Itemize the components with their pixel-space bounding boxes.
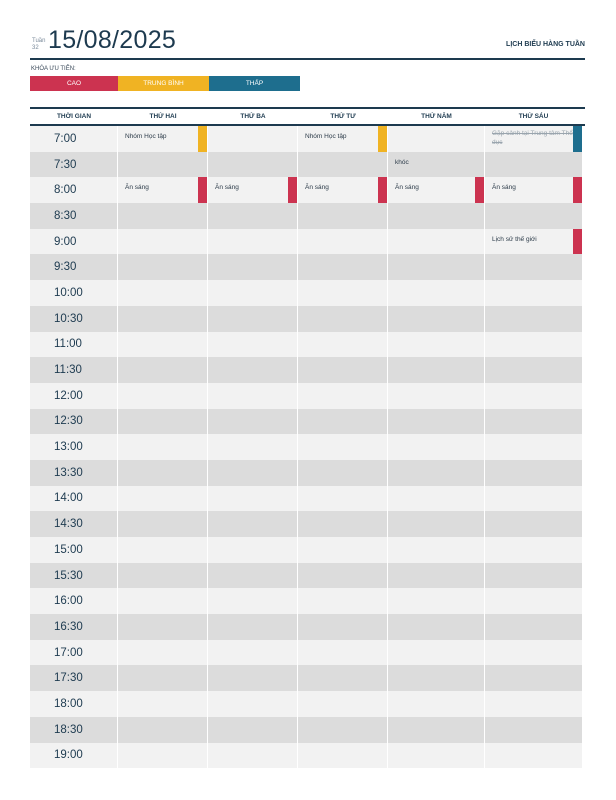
time-row bbox=[30, 126, 585, 152]
schedule-cell-thu-tu[interactable] bbox=[298, 717, 387, 743]
schedule-cell-thu-ba[interactable] bbox=[208, 511, 297, 537]
time-label: 9:00 bbox=[30, 229, 117, 255]
schedule-cell-thu-ba[interactable] bbox=[208, 152, 297, 178]
time-label: 15:30 bbox=[30, 563, 117, 589]
schedule-cell-thu-hai[interactable] bbox=[118, 588, 207, 614]
schedule-cell-thu-tu[interactable] bbox=[298, 126, 387, 152]
header-divider bbox=[30, 58, 585, 60]
schedule-cell-thu-ba[interactable] bbox=[208, 229, 297, 255]
schedule-cell-thu-nam[interactable] bbox=[388, 177, 484, 203]
schedule-cell-thu-ba[interactable] bbox=[208, 665, 297, 691]
schedule-cell-thu-tu[interactable] bbox=[298, 254, 387, 280]
schedule-cell-thu-sau[interactable] bbox=[485, 332, 582, 358]
schedule-cell-thu-nam[interactable] bbox=[388, 126, 484, 152]
week-label bbox=[32, 38, 45, 52]
schedule-cell-thu-tu[interactable] bbox=[298, 691, 387, 717]
time-label: 7:00 bbox=[30, 126, 117, 152]
priority-flag bbox=[288, 177, 297, 203]
schedule-cell-thu-sau[interactable] bbox=[485, 511, 582, 537]
schedule-cell-thu-tu[interactable] bbox=[298, 563, 387, 589]
legend-low: THẤP bbox=[209, 76, 300, 91]
schedule-cell-thu-hai[interactable] bbox=[118, 486, 207, 512]
schedule-cell-thu-sau[interactable] bbox=[485, 486, 582, 512]
column-header-thu-tu: THỨ TƯ bbox=[330, 113, 356, 120]
priority-flag bbox=[378, 177, 387, 203]
schedule-cell-thu-hai[interactable] bbox=[118, 126, 207, 152]
schedule-cell-thu-hai[interactable] bbox=[118, 614, 207, 640]
time-row bbox=[30, 537, 585, 563]
schedule-cell-thu-sau[interactable] bbox=[485, 614, 582, 640]
week-number: 32 bbox=[32, 45, 39, 51]
schedule-cell-thu-hai[interactable] bbox=[118, 280, 207, 306]
schedule-cell-thu-ba[interactable] bbox=[208, 177, 297, 203]
priority-flag bbox=[198, 177, 207, 203]
schedule-cell-thu-hai[interactable] bbox=[118, 743, 207, 769]
schedule-cell-thu-hai[interactable] bbox=[118, 177, 207, 203]
time-label: 9:30 bbox=[30, 254, 117, 280]
schedule-cell-thu-tu[interactable] bbox=[298, 511, 387, 537]
schedule-cell-thu-ba[interactable] bbox=[208, 614, 297, 640]
schedule-cell-thu-ba[interactable] bbox=[208, 640, 297, 666]
table-body bbox=[30, 126, 585, 768]
schedule-cell-thu-tu[interactable] bbox=[298, 665, 387, 691]
schedule-cell-thu-nam[interactable] bbox=[388, 717, 484, 743]
time-label: 10:30 bbox=[30, 306, 117, 332]
schedule-cell-thu-sau[interactable] bbox=[485, 717, 582, 743]
schedule-cell-thu-sau[interactable] bbox=[485, 254, 582, 280]
schedule-cell-thu-sau[interactable] bbox=[485, 306, 582, 332]
schedule-cell-thu-ba[interactable] bbox=[208, 357, 297, 383]
schedule-cell-thu-nam[interactable] bbox=[388, 614, 484, 640]
time-label: 13:30 bbox=[30, 460, 117, 486]
page-header bbox=[30, 26, 585, 60]
time-row bbox=[30, 640, 585, 666]
schedule-cell-thu-nam[interactable] bbox=[388, 409, 484, 435]
schedule-cell-thu-nam[interactable] bbox=[388, 563, 484, 589]
weekly-schedule-table bbox=[30, 107, 585, 768]
schedule-cell-thu-hai[interactable] bbox=[118, 229, 207, 255]
schedule-cell-thu-sau[interactable] bbox=[485, 152, 582, 178]
schedule-cell-thu-ba[interactable] bbox=[208, 460, 297, 486]
event-text: Gặp cảnh tại Trung tâm Thể dục bbox=[492, 130, 573, 146]
time-row bbox=[30, 152, 585, 178]
schedule-cell-thu-tu[interactable] bbox=[298, 614, 387, 640]
schedule-cell-thu-sau[interactable] bbox=[485, 280, 582, 306]
schedule-cell-thu-hai[interactable] bbox=[118, 254, 207, 280]
time-label: 18:30 bbox=[30, 717, 117, 743]
time-row bbox=[30, 691, 585, 717]
schedule-cell-thu-tu[interactable] bbox=[298, 332, 387, 358]
schedule-date[interactable]: 15/08/2025 bbox=[48, 26, 177, 54]
schedule-cell-thu-nam[interactable] bbox=[388, 537, 484, 563]
schedule-cell-thu-hai[interactable] bbox=[118, 665, 207, 691]
time-row bbox=[30, 177, 585, 203]
time-label: 13:00 bbox=[30, 434, 117, 460]
schedule-cell-thu-tu[interactable] bbox=[298, 152, 387, 178]
time-row bbox=[30, 357, 585, 383]
schedule-cell-thu-ba[interactable] bbox=[208, 203, 297, 229]
schedule-cell-thu-sau[interactable] bbox=[485, 460, 582, 486]
schedule-cell-thu-tu[interactable] bbox=[298, 434, 387, 460]
schedule-cell-thu-nam[interactable] bbox=[388, 357, 484, 383]
schedule-cell-thu-tu[interactable] bbox=[298, 588, 387, 614]
schedule-cell-thu-ba[interactable] bbox=[208, 332, 297, 358]
column-header-thu-hai: THỨ HAI bbox=[149, 113, 177, 120]
schedule-cell-thu-sau[interactable] bbox=[485, 229, 582, 255]
time-label: 16:00 bbox=[30, 588, 117, 614]
schedule-cell-thu-tu[interactable] bbox=[298, 460, 387, 486]
time-label: 11:30 bbox=[30, 357, 117, 383]
schedule-cell-thu-ba[interactable] bbox=[208, 306, 297, 332]
time-label: 14:30 bbox=[30, 511, 117, 537]
schedule-cell-thu-sau[interactable] bbox=[485, 665, 582, 691]
week-label-text: Tuần bbox=[32, 38, 46, 44]
schedule-cell-thu-hai[interactable] bbox=[118, 460, 207, 486]
table-header-row bbox=[30, 109, 585, 126]
priority-flag bbox=[198, 126, 207, 152]
schedule-cell-thu-ba[interactable] bbox=[208, 743, 297, 769]
time-row bbox=[30, 332, 585, 358]
time-row bbox=[30, 306, 585, 332]
time-row bbox=[30, 409, 585, 435]
priority-flag bbox=[475, 177, 484, 203]
legend-high: CAO bbox=[30, 76, 118, 91]
time-label: 17:00 bbox=[30, 640, 117, 666]
schedule-cell-thu-hai[interactable] bbox=[118, 511, 207, 537]
column-header-thu-nam: THỨ NĂM bbox=[421, 113, 452, 120]
time-row bbox=[30, 203, 585, 229]
schedule-cell-thu-sau[interactable] bbox=[485, 434, 582, 460]
event-text: Ăn sáng bbox=[492, 184, 516, 192]
schedule-cell-thu-hai[interactable] bbox=[118, 357, 207, 383]
time-row bbox=[30, 383, 585, 409]
schedule-cell-thu-hai[interactable] bbox=[118, 203, 207, 229]
schedule-cell-thu-hai[interactable] bbox=[118, 383, 207, 409]
time-label: 19:00 bbox=[30, 743, 117, 769]
column-header-thu-sau: THỨ SÁU bbox=[518, 113, 549, 120]
time-label: 18:00 bbox=[30, 691, 117, 717]
schedule-cell-thu-sau[interactable] bbox=[485, 537, 582, 563]
document-title: LỊCH BIỂU HÀNG TUẦN bbox=[506, 41, 585, 48]
time-row bbox=[30, 254, 585, 280]
schedule-cell-thu-tu[interactable] bbox=[298, 177, 387, 203]
time-row bbox=[30, 588, 585, 614]
schedule-cell-thu-tu[interactable] bbox=[298, 409, 387, 435]
schedule-cell-thu-tu[interactable] bbox=[298, 357, 387, 383]
time-label: 16:30 bbox=[30, 614, 117, 640]
schedule-cell-thu-ba[interactable] bbox=[208, 486, 297, 512]
schedule-cell-thu-hai[interactable] bbox=[118, 640, 207, 666]
schedule-cell-thu-nam[interactable] bbox=[388, 665, 484, 691]
schedule-cell-thu-tu[interactable] bbox=[298, 229, 387, 255]
time-label: 12:00 bbox=[30, 383, 117, 409]
event-text: Nhóm Học tập bbox=[125, 133, 167, 140]
priority-flag bbox=[573, 177, 582, 203]
schedule-cell-thu-tu[interactable] bbox=[298, 486, 387, 512]
schedule-cell-thu-hai[interactable] bbox=[118, 306, 207, 332]
time-label: 17:30 bbox=[30, 665, 117, 691]
time-row bbox=[30, 229, 585, 255]
schedule-cell-thu-nam[interactable] bbox=[388, 152, 484, 178]
schedule-cell-thu-hai[interactable] bbox=[118, 563, 207, 589]
time-label: 14:00 bbox=[30, 486, 117, 512]
schedule-cell-thu-tu[interactable] bbox=[298, 640, 387, 666]
time-row bbox=[30, 280, 585, 306]
time-row bbox=[30, 434, 585, 460]
schedule-cell-thu-ba[interactable] bbox=[208, 537, 297, 563]
schedule-cell-thu-tu[interactable] bbox=[298, 203, 387, 229]
time-row bbox=[30, 717, 585, 743]
schedule-cell-thu-ba[interactable] bbox=[208, 717, 297, 743]
event-text: Nhóm Học tập bbox=[305, 133, 347, 140]
schedule-cell-thu-ba[interactable] bbox=[208, 563, 297, 589]
schedule-cell-thu-hai[interactable] bbox=[118, 691, 207, 717]
event-text: Ăn sáng bbox=[395, 184, 419, 192]
schedule-cell-thu-sau[interactable] bbox=[485, 691, 582, 717]
event-text: Ăn sáng bbox=[305, 184, 329, 192]
time-label: 11:00 bbox=[30, 332, 117, 358]
schedule-cell-thu-sau[interactable] bbox=[485, 563, 582, 589]
time-row bbox=[30, 486, 585, 512]
schedule-cell-thu-nam[interactable] bbox=[388, 280, 484, 306]
schedule-cell-thu-hai[interactable] bbox=[118, 409, 207, 435]
event-text: Ăn sáng bbox=[215, 184, 239, 192]
time-label: 12:30 bbox=[30, 409, 117, 435]
schedule-cell-thu-ba[interactable] bbox=[208, 434, 297, 460]
schedule-cell-thu-sau[interactable] bbox=[485, 743, 582, 769]
schedule-cell-thu-hai[interactable] bbox=[118, 332, 207, 358]
schedule-cell-thu-ba[interactable] bbox=[208, 126, 297, 152]
event-text: Lịch sử thế giới bbox=[492, 235, 537, 243]
schedule-cell-thu-ba[interactable] bbox=[208, 383, 297, 409]
time-label: 10:00 bbox=[30, 280, 117, 306]
priority-legend-label: KHÓA ƯU TIÊN: bbox=[31, 66, 76, 72]
schedule-cell-thu-sau[interactable] bbox=[485, 409, 582, 435]
event-text: khóc bbox=[395, 158, 409, 166]
schedule-cell-thu-nam[interactable] bbox=[388, 434, 484, 460]
schedule-cell-thu-hai[interactable] bbox=[118, 152, 207, 178]
schedule-cell-thu-sau[interactable] bbox=[485, 383, 582, 409]
time-label: 8:30 bbox=[30, 203, 117, 229]
schedule-cell-thu-hai[interactable] bbox=[118, 717, 207, 743]
event-text: Ăn sáng bbox=[125, 184, 149, 192]
schedule-cell-thu-sau[interactable] bbox=[485, 588, 582, 614]
schedule-cell-thu-nam[interactable] bbox=[388, 229, 484, 255]
time-row bbox=[30, 614, 585, 640]
schedule-cell-thu-hai[interactable] bbox=[118, 537, 207, 563]
schedule-cell-thu-sau[interactable] bbox=[485, 126, 582, 152]
schedule-cell-thu-tu[interactable] bbox=[298, 743, 387, 769]
schedule-cell-thu-sau[interactable] bbox=[485, 203, 582, 229]
schedule-cell-thu-nam[interactable] bbox=[388, 640, 484, 666]
time-row bbox=[30, 563, 585, 589]
priority-legend bbox=[30, 76, 300, 91]
time-label: 8:00 bbox=[30, 177, 117, 203]
schedule-cell-thu-nam[interactable] bbox=[388, 383, 484, 409]
schedule-cell-thu-tu[interactable] bbox=[298, 537, 387, 563]
time-row bbox=[30, 511, 585, 537]
schedule-cell-thu-ba[interactable] bbox=[208, 254, 297, 280]
priority-flag bbox=[573, 126, 582, 152]
schedule-cell-thu-tu[interactable] bbox=[298, 280, 387, 306]
priority-flag bbox=[378, 126, 387, 152]
schedule-cell-thu-nam[interactable] bbox=[388, 486, 484, 512]
schedule-cell-thu-sau[interactable] bbox=[485, 357, 582, 383]
time-row bbox=[30, 665, 585, 691]
schedule-cell-thu-ba[interactable] bbox=[208, 588, 297, 614]
time-row bbox=[30, 460, 585, 486]
schedule-cell-thu-nam[interactable] bbox=[388, 588, 484, 614]
schedule-cell-thu-nam[interactable] bbox=[388, 691, 484, 717]
schedule-cell-thu-ba[interactable] bbox=[208, 280, 297, 306]
schedule-cell-thu-nam[interactable] bbox=[388, 460, 484, 486]
schedule-cell-thu-sau[interactable] bbox=[485, 177, 582, 203]
schedule-cell-thu-hai[interactable] bbox=[118, 434, 207, 460]
schedule-cell-thu-sau[interactable] bbox=[485, 640, 582, 666]
priority-flag bbox=[573, 229, 582, 255]
column-header-thoi-gian: THỜI GIAN bbox=[56, 113, 92, 120]
schedule-cell-thu-nam[interactable] bbox=[388, 743, 484, 769]
schedule-cell-thu-nam[interactable] bbox=[388, 203, 484, 229]
schedule-cell-thu-tu[interactable] bbox=[298, 383, 387, 409]
schedule-cell-thu-nam[interactable] bbox=[388, 332, 484, 358]
schedule-cell-thu-nam[interactable] bbox=[388, 254, 484, 280]
schedule-cell-thu-tu[interactable] bbox=[298, 306, 387, 332]
time-row bbox=[30, 743, 585, 769]
schedule-cell-thu-nam[interactable] bbox=[388, 511, 484, 537]
schedule-cell-thu-ba[interactable] bbox=[208, 409, 297, 435]
time-label: 7:30 bbox=[30, 152, 117, 178]
schedule-cell-thu-ba[interactable] bbox=[208, 691, 297, 717]
column-header-thu-ba: THỨ BA bbox=[240, 113, 266, 120]
time-label: 15:00 bbox=[30, 537, 117, 563]
schedule-cell-thu-nam[interactable] bbox=[388, 306, 484, 332]
legend-medium: TRUNG BÌNH bbox=[118, 76, 209, 91]
